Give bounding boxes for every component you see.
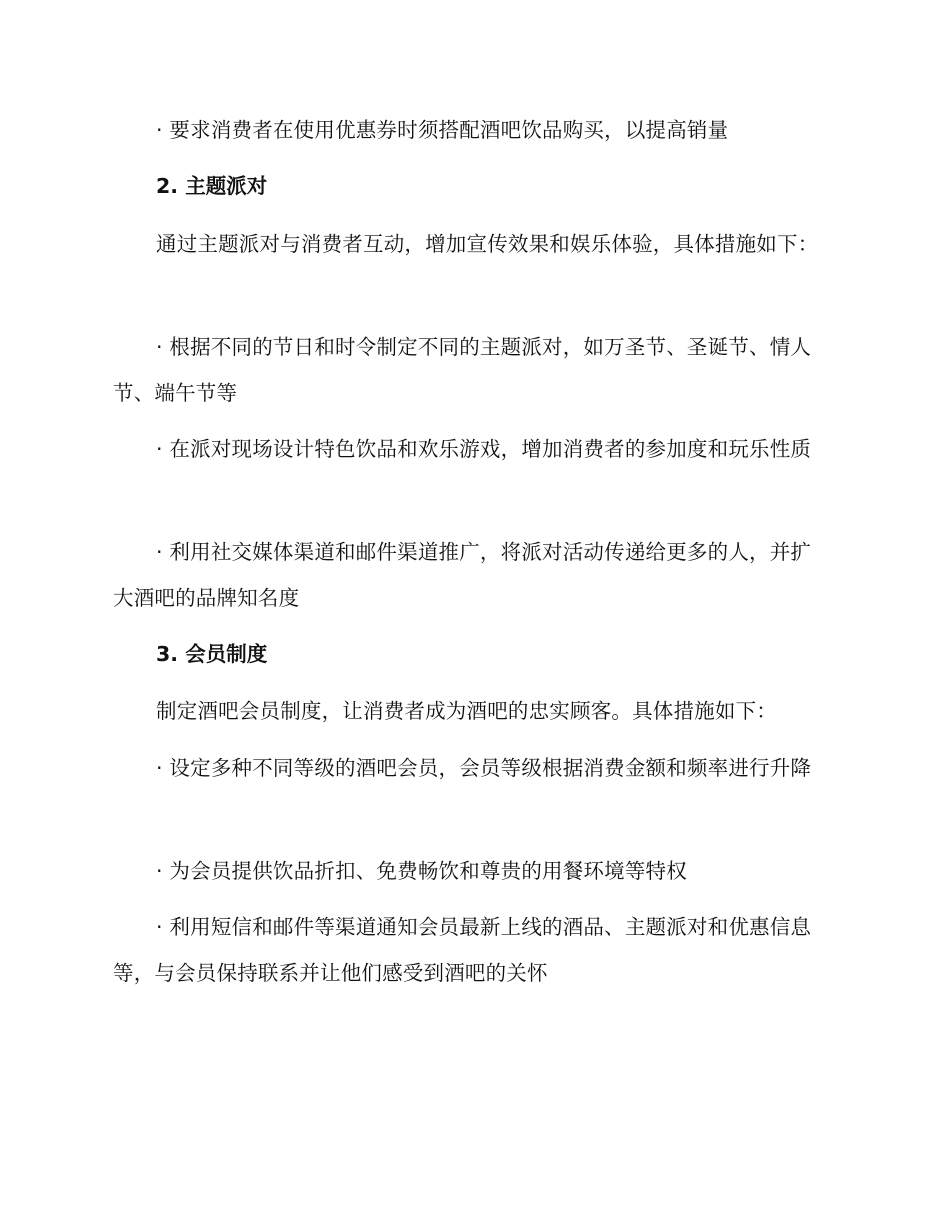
bullet-party-drinks-games: · 在派对现场设计特色饮品和欢乐游戏，增加消费者的参加度和玩乐性质	[156, 437, 812, 461]
bullet-member-notifications: · 利用短信和邮件等渠道通知会员最新上线的酒品、主题派对和优惠信息等，与会员保持联系并让他们感受到酒吧的关怀	[113, 915, 812, 985]
bullet-membership-tiers: · 设定多种不同等级的酒吧会员，会员等级根据消费金额和频率进行升降	[156, 756, 812, 780]
bullet-social-media-promotion: · 利用社交媒体渠道和邮件渠道推广，将派对活动传递给更多的人，并扩大酒吧的品牌知名度	[113, 540, 812, 610]
paragraph-membership-intro: 制定酒吧会员制度，让消费者成为酒吧的忠实顾客。具体措施如下：	[156, 699, 777, 723]
paragraph-theme-party-intro: 通过主题派对与消费者互动，增加宣传效果和娱乐体验，具体措施如下：	[156, 232, 819, 256]
bullet-holiday-parties: · 根据不同的节日和时令制定不同的主题派对，如万圣节、圣诞节、情人节、端午节等	[113, 335, 812, 405]
section-heading-theme-party: 2. 主题派对	[156, 174, 268, 198]
bullet-member-privileges: · 为会员提供饮品折扣、免费畅饮和尊贵的用餐环境等特权	[156, 859, 687, 883]
bullet-coupon-drink-pairing: · 要求消费者在使用优惠券时须搭配酒吧饮品购买，以提高销量	[156, 118, 729, 142]
section-heading-membership: 3. 会员制度	[156, 642, 268, 666]
